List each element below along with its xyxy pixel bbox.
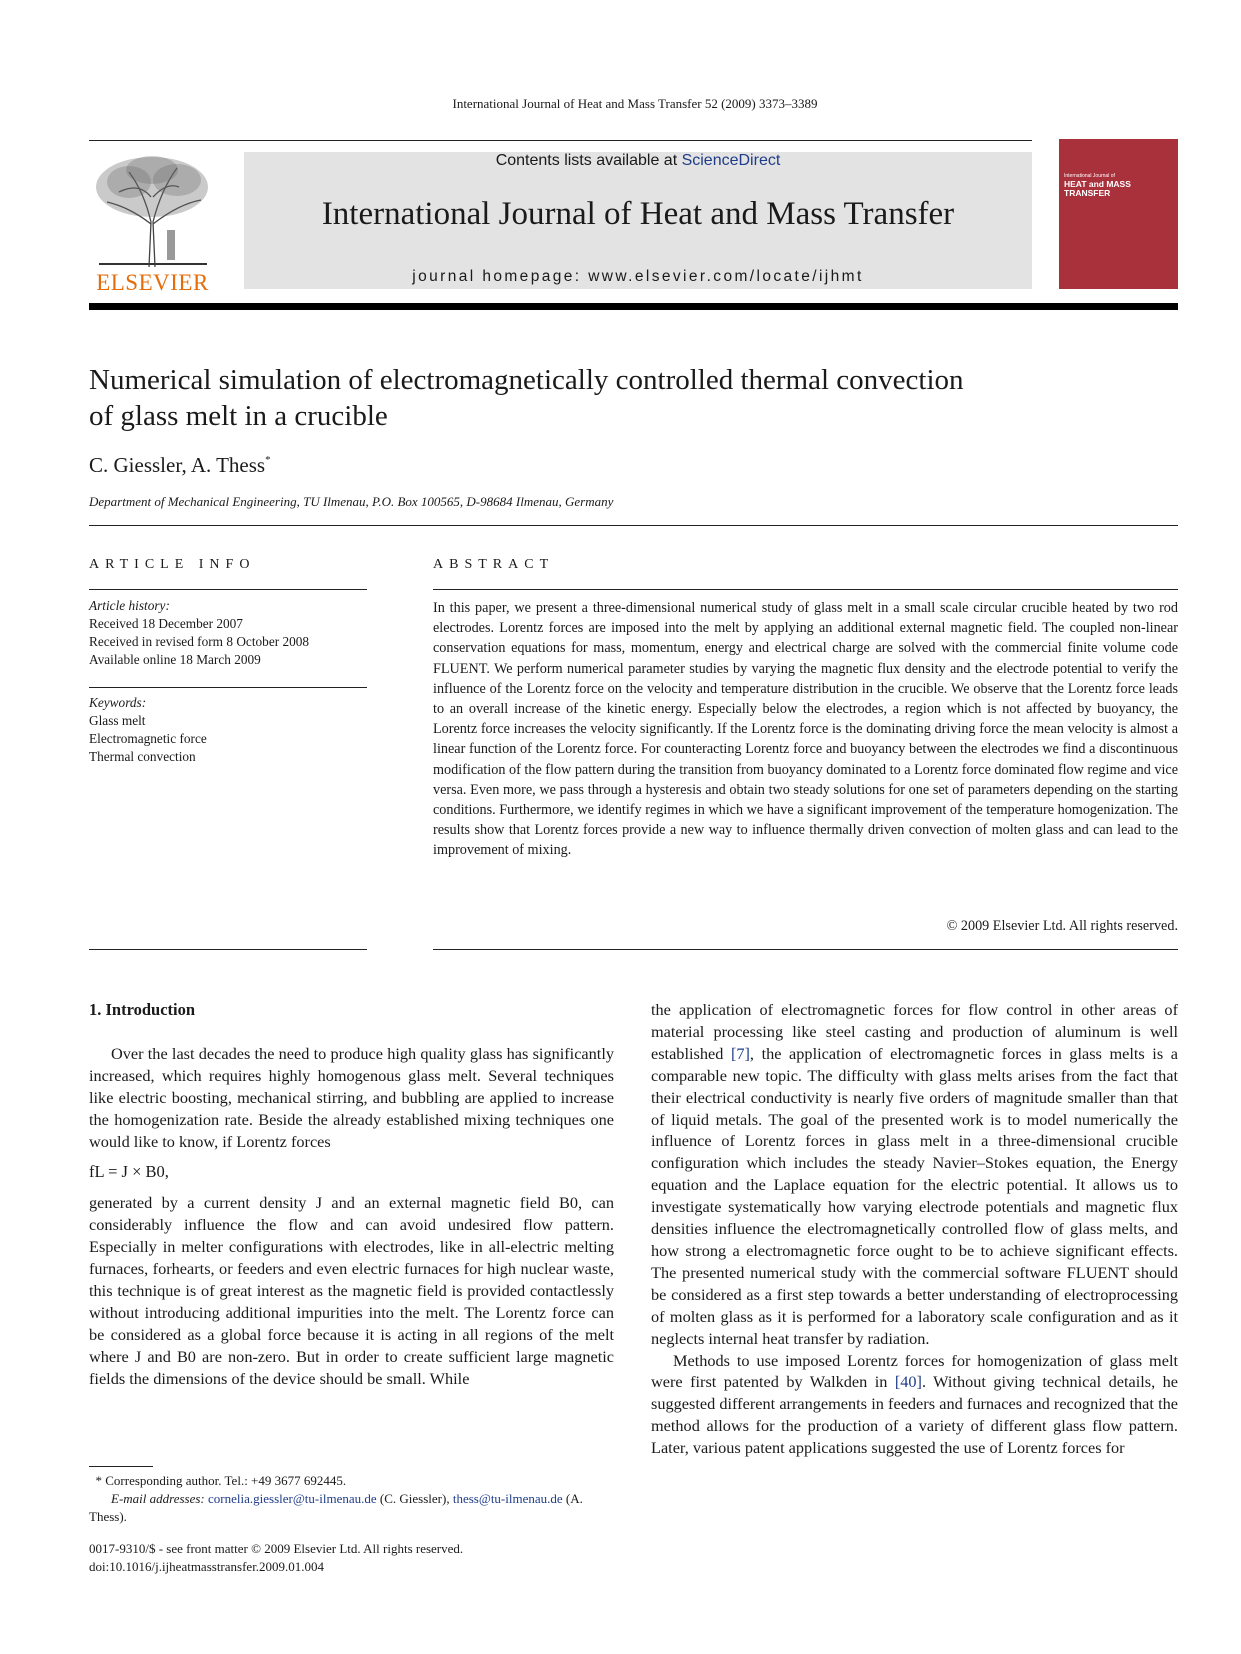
email-link[interactable]: thess@tu-ilmenau.de bbox=[452, 1491, 563, 1506]
abstract-copyright: © 2009 Elsevier Ltd. All rights reserved. bbox=[946, 918, 1178, 934]
authors: C. Giessler, A. Thess bbox=[89, 453, 266, 477]
header-thick-rule bbox=[89, 303, 1178, 310]
front-matter bbox=[89, 1540, 614, 1576]
sciencedirect-link[interactable]: ScienceDirect bbox=[681, 152, 781, 169]
doi-line[interactable]: doi:10.1016/j.ijheatmasstransfer.2009.01.004 bbox=[89, 1559, 325, 1574]
lorentz-formula: fL = J × B0, bbox=[89, 1162, 169, 1182]
reference-link[interactable]: [40] bbox=[894, 1372, 922, 1392]
footnote-rule bbox=[89, 1466, 153, 1467]
email-owner: (A. Thess). bbox=[89, 1491, 583, 1524]
body-left-column bbox=[89, 999, 614, 1390]
body-right-column bbox=[651, 999, 1178, 1459]
history-online: Available online 18 March 2009 bbox=[89, 652, 261, 667]
article-history bbox=[89, 597, 367, 669]
text-run: , the application of electromagnetic forces in glass melts is a comparable new topic. The difficulty with glass melts arises from the fact that their electrical conductivity is nearly five orders of magnitude smaller than that of liquid metals. The goal of the presented work is to model numerically the influence of Lorentz forces in glass melt in a three-dimensional crucible configuration which includes the steady Navier–Stokes equation, the Energy equation and the Laplace equation for the electric potential. It allows us to investigate systematically how varying electrode potentials and magnetic flux densities influence the electromagnetically controlled flow of glass melts, and how strong a electromagnetic force ought to be to achieve significant effects. The presented numerical study with the commercial software FLUENT should be considered as a first step towards a better understanding of electroprocessing of molten glass as it is performed for a laboratory scale configuration and as it neglects internal heat transfer by radiation. bbox=[651, 1043, 1178, 1348]
contents-prefix: Contents lists available at bbox=[495, 152, 682, 169]
history-label: Article history: bbox=[89, 598, 170, 613]
abstract-heading: ABSTRACT bbox=[433, 557, 555, 572]
elsevier-logo bbox=[89, 152, 216, 294]
history-received: Received 18 December 2007 bbox=[89, 616, 243, 631]
section-heading: 1. Introduction bbox=[89, 1000, 196, 1019]
text-run: . Without giving technical details, he suggested different arrangements in feeders and furnaces and recognized that the method allows for the production of a variety of different glass flow pattern. Later, various patent applications suggested the use of Lorentz forces for bbox=[651, 1372, 1178, 1458]
journal-homepage[interactable]: journal homepage: www.elsevier.com/locate/ijhmt bbox=[412, 268, 864, 285]
journal-banner bbox=[244, 152, 1032, 289]
journal-title: International Journal of Heat and Mass Transfer bbox=[321, 196, 955, 232]
corresponding-mark: * bbox=[265, 454, 271, 466]
article-title bbox=[89, 362, 1089, 434]
keywords-label: Keywords: bbox=[89, 695, 147, 710]
cover-subtitle: International Journal of bbox=[1064, 173, 1115, 179]
history-revised: Received in revised form 8 October 2008 bbox=[89, 634, 310, 649]
info-rule-middle bbox=[89, 687, 367, 688]
paragraph: generated by a current density J and an external magnetic field B0, can considerably influence the flow and can avoid undesired flow pattern. Especially in melter configurations with electrodes, like in all-electric melting furnaces, forhearts, or feeders and even electric furnaces for high nuclear waste, this technique is of great interest as the magnetic field is provided contactlessly without introducing additional impurities into the melt. The Lorentz force can be considered as a global force because it is acting in all regions of the melt where J and B0 are non-zero. But in order to create sufficient large magnetic fields the dimensions of the device should be small. While bbox=[89, 1193, 614, 1388]
affiliation-rule bbox=[89, 525, 1178, 526]
abstract-rule-bottom bbox=[433, 949, 1178, 950]
keyword: Glass melt bbox=[89, 713, 146, 728]
corresponding-text: Corresponding author. Tel.: +49 3677 692445. bbox=[105, 1473, 347, 1488]
author-list bbox=[89, 453, 271, 478]
abstract-rule-top bbox=[433, 589, 1178, 590]
text-run: Methods to use imposed Lorentz forces for homogenization of glass melt were first patented by Walkden in bbox=[651, 1350, 1178, 1392]
email-link[interactable]: cornelia.giessler@tu-ilmenau.de bbox=[208, 1491, 377, 1506]
journal-cover bbox=[1059, 139, 1178, 289]
keyword: Electromagnetic force bbox=[89, 731, 207, 746]
tree-icon bbox=[89, 152, 216, 270]
abstract-text: In this paper, we present a three-dimensional numerical study of glass melt in a small scale circular crucible heated by two rod electrodes. Lorentz forces are imposed into the melt by applying an additional external magnetic field. The coupled non-linear conservation equations for mass, momentum, energy and electrical charge are solved with the commercial finite volume code FLUENT. We perform numerical parameter studies by varying the magnetic flux density and the electrode potential to verify the influence of the Lorentz force on the velocity and temperature distribution in the crucible. We observe that the Lorentz force leads to an overall increase of the kinetic energy. Especially below the electrodes, a region which is not affected by buoyancy, the Lorentz force increases the velocity significantly. If the Lorentz force is the dominating driving force the mean velocity is almost a linear function of the Lorentz force. For counteracting Lorentz force and buoyancy between the electrodes we find a discontinuous modification of the flow pattern during the transition from buoyancy dominated to a Lorentz force dominated flow regime and vice versa. Even more, we pass through a hysteresis and obtain two steady solutions for one set of parameters depending on the starting conditions. Furthermore, we identify regimes in which we have a significant improvement of the temperature homogenization. The results show that Lorentz forces provide a new way to influence thermally driven convection of molten glass and can lead to the improvement of mixing. bbox=[433, 600, 1179, 859]
keyword: Thermal convection bbox=[89, 749, 196, 764]
journal-citation: International Journal of Heat and Mass Transfer 52 (2009) 3373–3389 bbox=[452, 96, 818, 111]
affiliation: Department of Mechanical Engineering, TU Ilmenau, P.O. Box 100565, D-98684 Ilmenau, Germany bbox=[89, 494, 614, 509]
paragraph bbox=[651, 999, 1178, 1350]
text-run: the application of electromagnetic forces for flow control in other areas of material processing like steel casting and production of aluminum is well established bbox=[651, 1000, 1178, 1063]
elsevier-wordmark: ELSEVIER bbox=[96, 270, 209, 295]
email-label: E-mail addresses: bbox=[111, 1491, 209, 1506]
paragraph bbox=[651, 1350, 1178, 1460]
info-rule-top bbox=[89, 589, 367, 590]
reference-link[interactable]: [7] bbox=[730, 1043, 750, 1063]
paragraph: Over the last decades the need to produce high quality glass has significantly increased, which requires highly homogenous glass melt. Several techniques like electric boosting, mechanical stirring, and bubbling are applied to increase the homogenization rate. Beside the already established mixing techniques one would like to know, if Lorentz forces bbox=[89, 1043, 614, 1151]
header-rule bbox=[89, 140, 1032, 141]
footnote-mark: * bbox=[95, 1473, 102, 1488]
email-owner: (C. Giessler), bbox=[376, 1491, 453, 1506]
title-line-1: Numerical simulation of electromagnetically controlled thermal convection bbox=[89, 364, 964, 396]
keywords bbox=[89, 694, 367, 766]
corresponding-author bbox=[89, 1472, 614, 1490]
contents-line bbox=[244, 152, 1032, 170]
info-rule-bottom bbox=[89, 949, 367, 950]
issn-line: 0017-9310/$ - see front matter © 2009 Elsevier Ltd. All rights reserved. bbox=[89, 1541, 464, 1556]
footnote bbox=[89, 1472, 614, 1526]
email-line bbox=[89, 1490, 614, 1526]
article-info-heading: ARTICLE INFO bbox=[89, 557, 256, 572]
cover-title: HEAT and MASS TRANSFER bbox=[1064, 179, 1131, 198]
title-line-2: of glass melt in a crucible bbox=[89, 400, 388, 432]
